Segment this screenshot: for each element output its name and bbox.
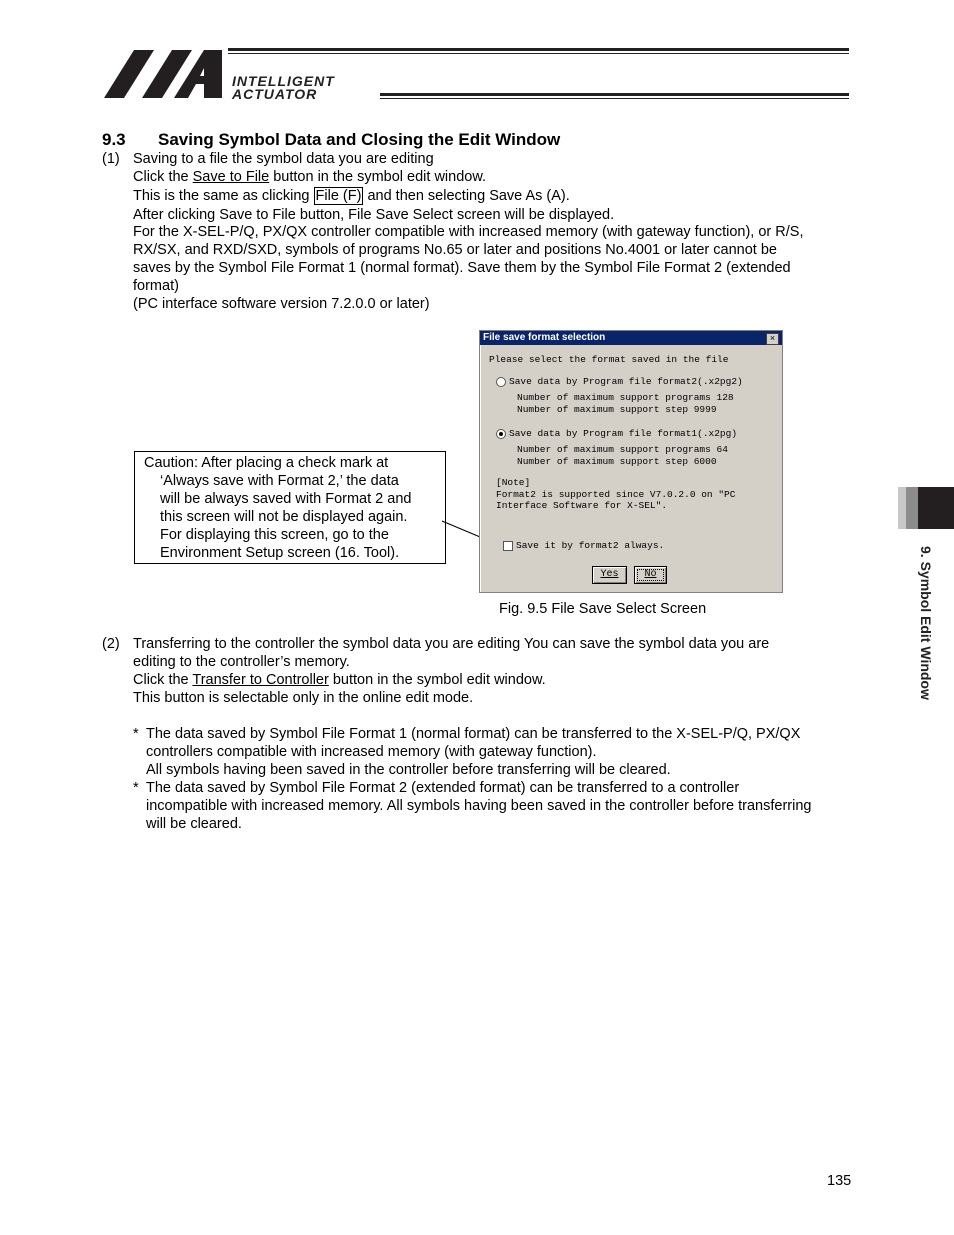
note-head: [Note] [496, 477, 531, 488]
item1-line5: For the X-SEL-P/Q, PX/QX controller compatible with increased memory (with gateway function), or R/S, [133, 224, 804, 240]
item1-line3: This is the same as clicking File (F) and then selecting Save As (A). [133, 188, 570, 204]
option2-programs: Number of maximum support programs 64 [517, 444, 728, 455]
note2-line2: incompatible with increased memory. All symbols having been saved in the controller before transferring [146, 798, 812, 814]
caution-line4: this screen will not be displayed again. [160, 509, 408, 525]
note2-bullet: * [133, 780, 139, 796]
caution-box [134, 451, 446, 564]
side-tab-stripe-grey [906, 487, 918, 529]
logo-text-actuator: ACTUATOR [232, 86, 318, 102]
ia-logo-mark [104, 48, 229, 100]
transfer-to-controller-reference: Transfer to Controller [192, 672, 329, 688]
yes-button[interactable]: Yes [592, 566, 627, 584]
file-save-format-dialog [479, 330, 783, 593]
logo-text-intelligent: INTELLIGENT [232, 73, 335, 89]
section-heading [102, 130, 561, 150]
file-menu-reference: File (F) [315, 188, 362, 204]
company-logo [104, 48, 849, 102]
item2-line1: Transferring to the controller the symbol data you are editing You can save the symbol data you are [133, 636, 770, 652]
save-to-file-reference: Save to File [192, 169, 270, 185]
note1-line1: The data saved by Symbol File Format 1 (normal format) can be transferred to the X-SEL-P/Q, PX/QX [146, 726, 801, 742]
note2-line1: The data saved by Symbol File Format 2 (extended format) can be transferred to a controller [146, 780, 740, 796]
checkbox-label[interactable]: Save it by format2 always. [516, 540, 665, 551]
figure-caption: Fig. 9.5 File Save Select Screen [499, 601, 707, 617]
item2-line4: This button is selectable only in the online edit mode. [133, 690, 474, 706]
item1-line2: Click the Save to File button in the symbol edit window. [133, 169, 487, 185]
item1-line7: saves by the Symbol File Format 1 (normal format). Save them by the Symbol File Format 2 (extended [133, 260, 791, 276]
radio-format1[interactable] [496, 429, 506, 439]
radio-format2[interactable] [496, 377, 506, 387]
caution-line1: Caution: After placing a check mark at [144, 455, 389, 471]
section-title: Saving Symbol Data and Closing the Edit Window [158, 130, 561, 149]
option1-steps: Number of maximum support step 9999 [517, 404, 717, 415]
note1-line2: controllers compatible with increased memory (with gateway function). [146, 744, 597, 760]
item2-marker: (2) [102, 636, 120, 652]
caution-line6: Environment Setup screen (16. Tool). [160, 545, 400, 561]
item1-line8: format) [133, 278, 179, 294]
note1-line3: All symbols having been saved in the controller before transferring will be cleared. [146, 762, 671, 778]
note-line1: Format2 is supported since V7.0.2.0 on "PC [496, 489, 736, 500]
option1-label[interactable]: Save data by Program file format2(.x2pg2) [509, 376, 743, 387]
side-tab-stripe-light [898, 487, 906, 529]
dialog-title-bar [480, 331, 782, 345]
close-icon[interactable]: × [766, 333, 779, 345]
side-tab-label: 9. Symbol Edit Window [918, 546, 934, 700]
no-button[interactable]: No [634, 566, 667, 584]
option2-steps: Number of maximum support step 6000 [517, 456, 717, 467]
item1-heading: Saving to a file the symbol data you are editing [133, 151, 434, 167]
side-tab-block [918, 487, 954, 529]
dialog-title: File save format selection [483, 332, 606, 343]
caution-line5: For displaying this screen, go to the [160, 527, 389, 543]
item2-line3: Click the Transfer to Controller button in the symbol edit window. [133, 672, 546, 688]
section-number: 9.3 [102, 130, 126, 149]
note1-bullet: * [133, 726, 139, 742]
option1-programs: Number of maximum support programs 128 [517, 392, 734, 403]
page-number: 135 [827, 1173, 852, 1189]
item1-line9: (PC interface software version 7.2.0.0 or later) [133, 296, 430, 312]
note-line2: Interface Software for X-SEL". [496, 500, 668, 511]
note2-line3: will be cleared. [146, 816, 242, 832]
dialog-prompt: Please select the format saved in the file [489, 354, 729, 365]
caution-line2: ‘Always save with Format 2,’ the data [160, 473, 399, 489]
always-format2-checkbox[interactable] [503, 541, 513, 551]
item1-line4: After clicking Save to File button, File Save Select screen will be displayed. [133, 207, 615, 223]
item1-marker: (1) [102, 151, 120, 167]
item2-line2: editing to the controller’s memory. [133, 654, 350, 670]
caution-line3: will be always saved with Format 2 and [160, 491, 412, 507]
item1-line6: RX/SX, and RXD/SXD, symbols of programs No.65 or later and positions No.4001 or later cannot be [133, 242, 777, 258]
option2-label[interactable]: Save data by Program file format1(.x2pg) [509, 428, 738, 439]
